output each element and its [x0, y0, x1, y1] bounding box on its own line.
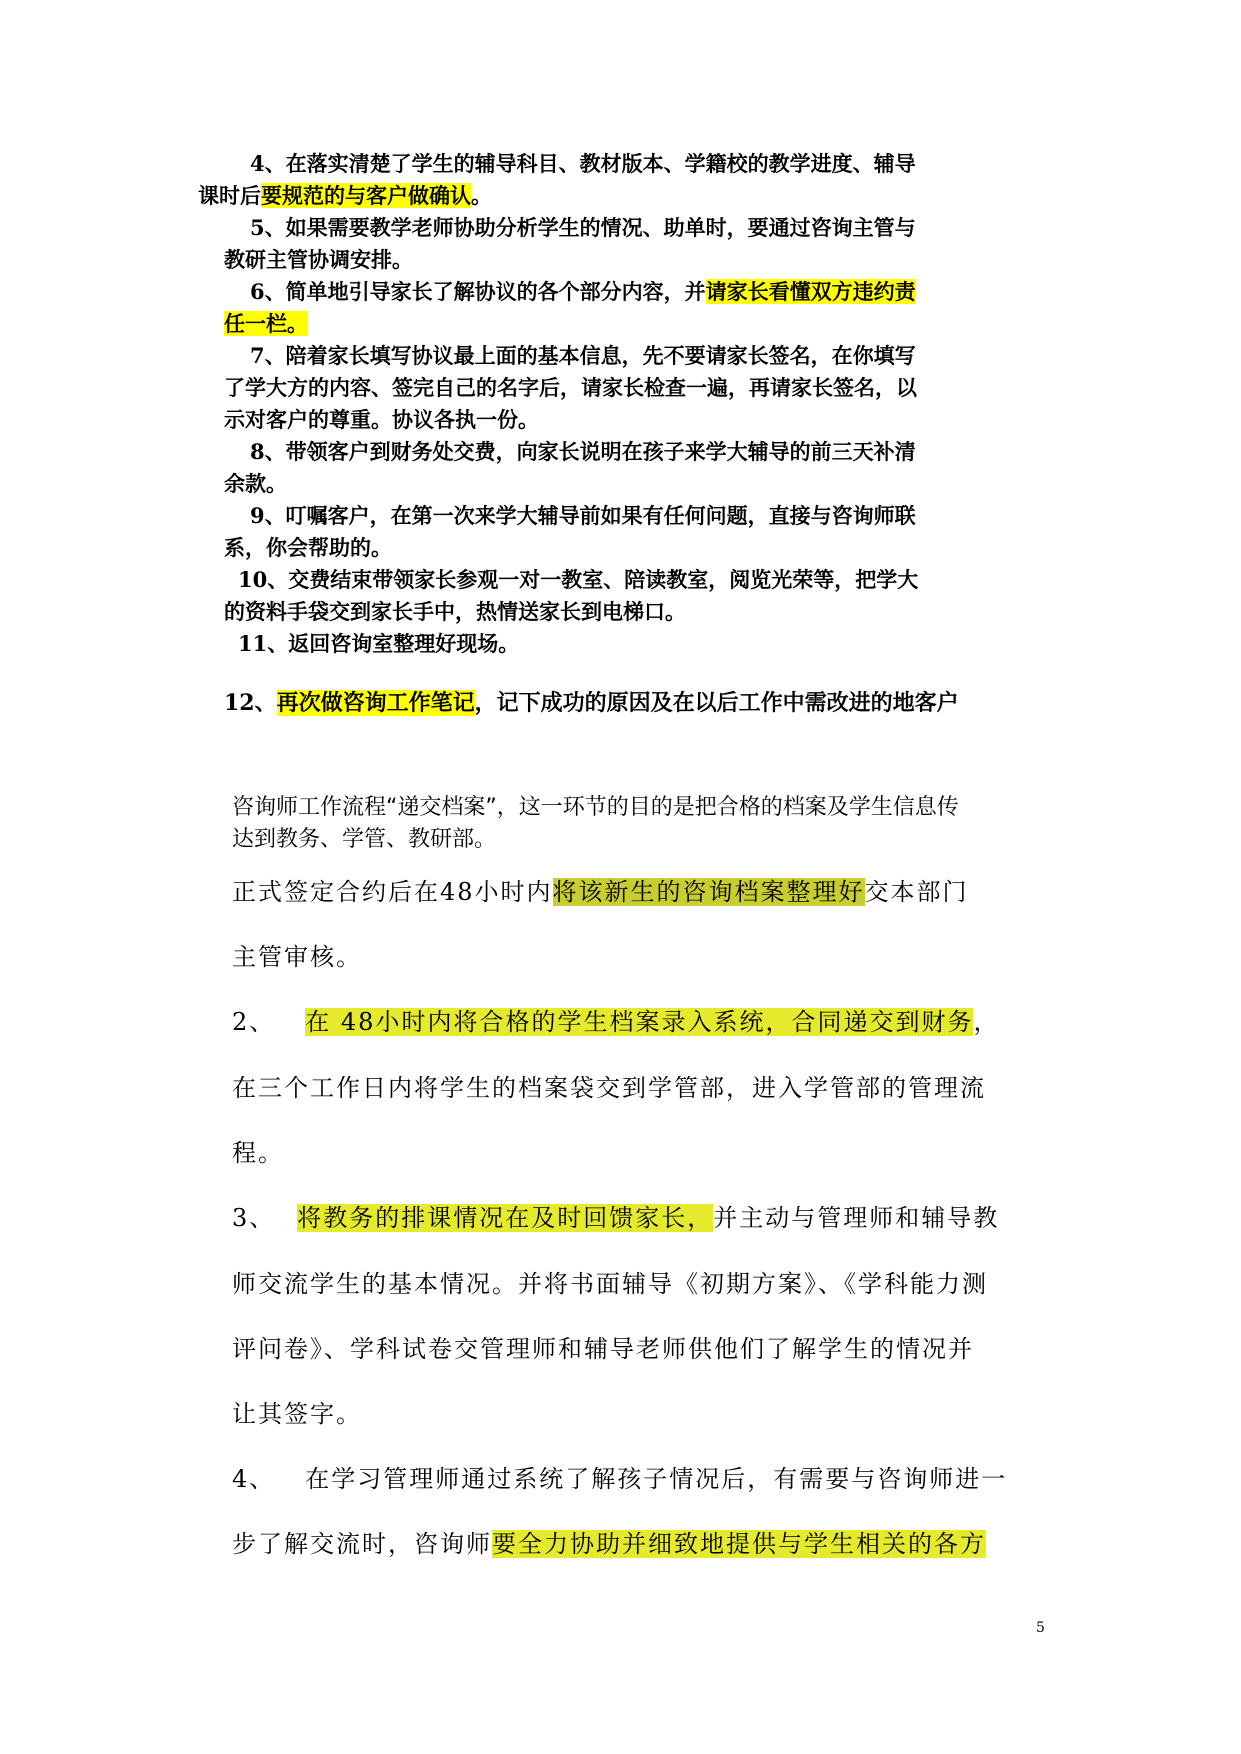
body-line-1-highlight: 将该新生的咨询档案整理好	[552, 878, 865, 906]
step-12-number: 12、	[224, 690, 277, 716]
item-4-text: 在学习管理师通过系统了解孩子情况后，有需要与咨询师进一	[305, 1465, 1008, 1493]
step-5-line1: 5、如果需要教学老师协助分析学生的情况、助单时，要通过咨询主管与	[250, 215, 916, 240]
intro-paragraph	[232, 792, 1052, 856]
body-line-11-pre: 步了解交流时，咨询师	[232, 1530, 492, 1558]
step-4-line1: 4、在落实清楚了学生的辅导科目、教材版本、学籍校的教学进度、辅导	[250, 151, 916, 176]
step-12	[224, 687, 1124, 719]
step-8-line1: 8、带领客户到财务处交费，向家长说明在孩子来学大辅导的前三天补清	[250, 439, 916, 464]
step-7-line2: 了学大方的内容、签完自己的名字后，请家长检查一遍，再请家长签名，以	[224, 375, 917, 400]
step-6-line1-pre: 6、简单地引导家长了解协议的各个部分内容，并	[250, 279, 706, 304]
step-7	[224, 340, 1054, 436]
body-line-1-post: 交本部门	[864, 878, 969, 906]
step-9	[224, 500, 1054, 564]
step-6-highlight-1: 请家长看懂双方违约责	[705, 279, 916, 304]
body-line-7: 师交流学生的基本情况。并将书面辅导《初期方案》、《学科能力测	[232, 1270, 988, 1298]
body-line-4: 在三个工作日内将学生的档案袋交到学管部，进入学管部的管理流	[232, 1074, 986, 1102]
step-12-text: ，记下成功的原因及在以后工作中需改进的地客户	[474, 690, 959, 716]
step-12-highlight: 再次做咨询工作笔记	[276, 690, 475, 716]
step-8-line2: 余款。	[224, 471, 287, 496]
item-3-post: 并主动与管理师和辅导教	[713, 1204, 1000, 1232]
body-line-3	[232, 1005, 1092, 1039]
page-number: 5	[1036, 1620, 1045, 1636]
step-4	[198, 148, 1054, 212]
step-11-line1: 11、返回咨询室整理好现场。	[238, 631, 520, 656]
item-4-number: 4、	[232, 1465, 276, 1493]
item-3-number: 3、	[232, 1204, 276, 1232]
body-line-6	[232, 1201, 1092, 1235]
step-4-line2-post: 。	[471, 183, 492, 208]
step-5	[224, 212, 1054, 276]
item-2-highlight: 在 48小时内将合格的学生档案录入系统，合同递交到财务	[305, 1008, 974, 1036]
step-7-line1: 7、陪着家长填写协议最上面的基本信息，先不要请家长签名，在你填写	[250, 343, 916, 368]
body-line-10	[232, 1462, 1092, 1496]
step-10-line2: 的资料手袋交到家长手中，热情送家长到电梯口。	[224, 599, 686, 624]
step-4-highlight: 要规范的与客户做确认	[261, 183, 471, 208]
step-7-line3: 示对客户的尊重。协议各执一份。	[224, 407, 539, 432]
body-line-5: 程。	[232, 1139, 284, 1167]
step-9-line1: 9、叮嘱客户，在第一次来学大辅导前如果有任何问题，直接与咨询师联	[250, 503, 916, 528]
step-6-highlight-2: 任一栏。	[224, 311, 308, 336]
body-line-1	[232, 875, 1092, 909]
item-2-number: 2、	[232, 1008, 276, 1036]
item-3-highlight: 将教务的排课情况在及时回馈家长，	[297, 1204, 714, 1232]
step-10	[224, 564, 1054, 628]
body-line-1-pre: 正式签定合约后在48小时内	[232, 878, 553, 906]
intro-line2: 达到教务、学管、教研部。	[232, 827, 497, 852]
step-4-line2-pre: 课时后	[198, 183, 261, 208]
step-11	[224, 628, 1054, 660]
body-line-2: 主管审核。	[232, 943, 362, 971]
body-line-8: 评问卷》、学科试卷交管理师和辅导老师供他们了解学生的情况并	[232, 1335, 974, 1363]
body-line-11	[232, 1527, 1092, 1561]
step-6	[224, 276, 1054, 340]
body-line-9: 让其签字。	[232, 1400, 362, 1428]
intro-line1: 咨询师工作流程“递交档案”，这一环节的目的是把合格的档案及学生信息传	[232, 795, 959, 820]
bold-steps	[198, 148, 1054, 213]
step-10-line1: 10、交费结束带领家长参观一对一教室、陪读教室，阅览光荣等，把学大	[238, 567, 919, 592]
step-8	[224, 436, 1054, 500]
step-5-line2: 教研主管协调安排。	[224, 247, 413, 272]
item-2-post: ，	[973, 1008, 1000, 1036]
body-line-11-highlight: 要全力协助并细致地提供与学生相关的各方	[492, 1530, 986, 1558]
step-9-line2: 系，你会帮助的。	[224, 535, 392, 560]
